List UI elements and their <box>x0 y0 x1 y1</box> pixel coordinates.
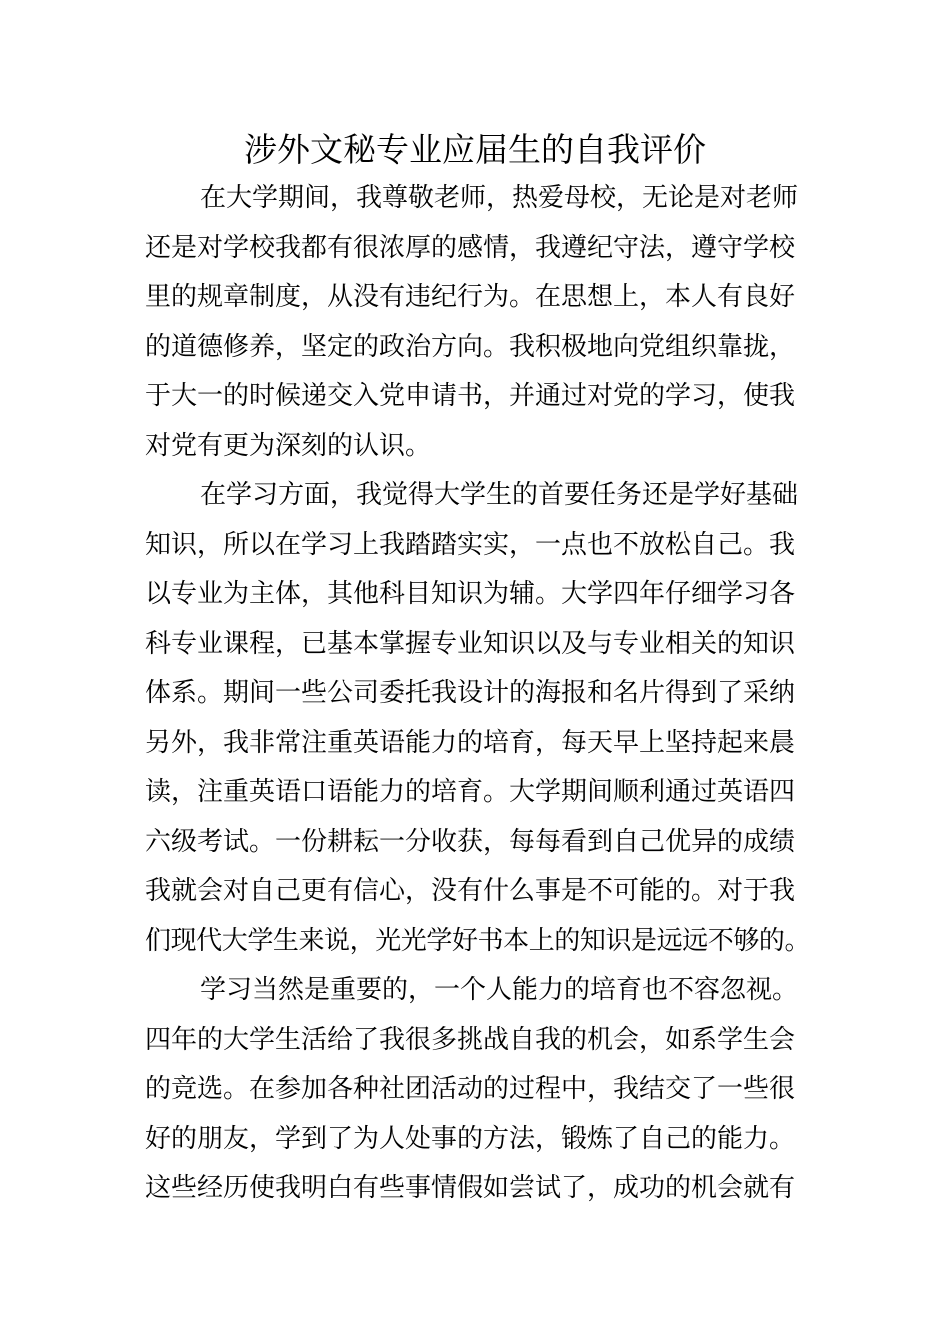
text-line: 里的规章制度，从没有违纪行为。在思想上，本人有良好 <box>145 282 796 312</box>
text-line: 对党有更为深刻的认识。 <box>145 430 432 461</box>
text-line: 的道德修养，坚定的政治方向。我积极地向党组织靠拢， <box>145 331 796 362</box>
text-line: 我就会对自己更有信心，没有什么事是不可能的。对于我 <box>145 876 796 906</box>
text-line: 们现代大学生来说，光光学好书本上的知识是远远不够的。 <box>145 925 810 956</box>
text-line: 好的朋友，学到了为人处事的方法，锻炼了自己的能力。 <box>145 1123 796 1154</box>
text-line: 还是对学校我都有很浓厚的感情，我遵纪守法，遵守学校 <box>145 232 796 263</box>
text-line: 在学习方面，我觉得大学生的首要任务还是学好基础 <box>200 480 799 510</box>
text-line: 体系。期间一些公司委托我设计的海报和名片得到了采纳 <box>145 678 796 708</box>
text-line: 另外，我非常注重英语能力的培育，每天早上坚持起来晨 <box>145 727 796 758</box>
text-line: 读，注重英语口语能力的培育。大学期间顺利通过英语四 <box>145 777 796 807</box>
text-line: 以专业为主体，其他科目知识为辅。大学四年仔细学习各 <box>145 579 796 609</box>
document-body <box>145 174 810 1214</box>
text-line: 的竞选。在参加各种社团活动的过程中，我结交了一些很 <box>145 1074 796 1104</box>
text-line: 六级考试。一份耕耘一分收获，每每看到自己优异的成绩 <box>145 826 796 857</box>
text-line: 科专业课程，已基本掌握专业知识以及与专业相关的知识 <box>145 628 796 659</box>
text-line: 学习当然是重要的，一个人能力的培育也不容忽视。 <box>200 975 799 1005</box>
text-line: 知识，所以在学习上我踏踏实实，一点也不放松自己。我 <box>145 529 796 560</box>
text-line: 四年的大学生活给了我很多挑战自我的机会，如系学生会 <box>145 1024 796 1055</box>
document-title: 涉外文秘专业应届生的自我评价 <box>244 130 706 169</box>
text-line: 这些经历使我明白有些事情假如尝试了，成功的机会就有 <box>145 1173 796 1203</box>
text-line: 于大一的时候递交入党申请书，并通过对党的学习，使我 <box>145 381 796 411</box>
text-line: 在大学期间，我尊敬老师，热爱母校，无论是对老师 <box>200 183 799 213</box>
